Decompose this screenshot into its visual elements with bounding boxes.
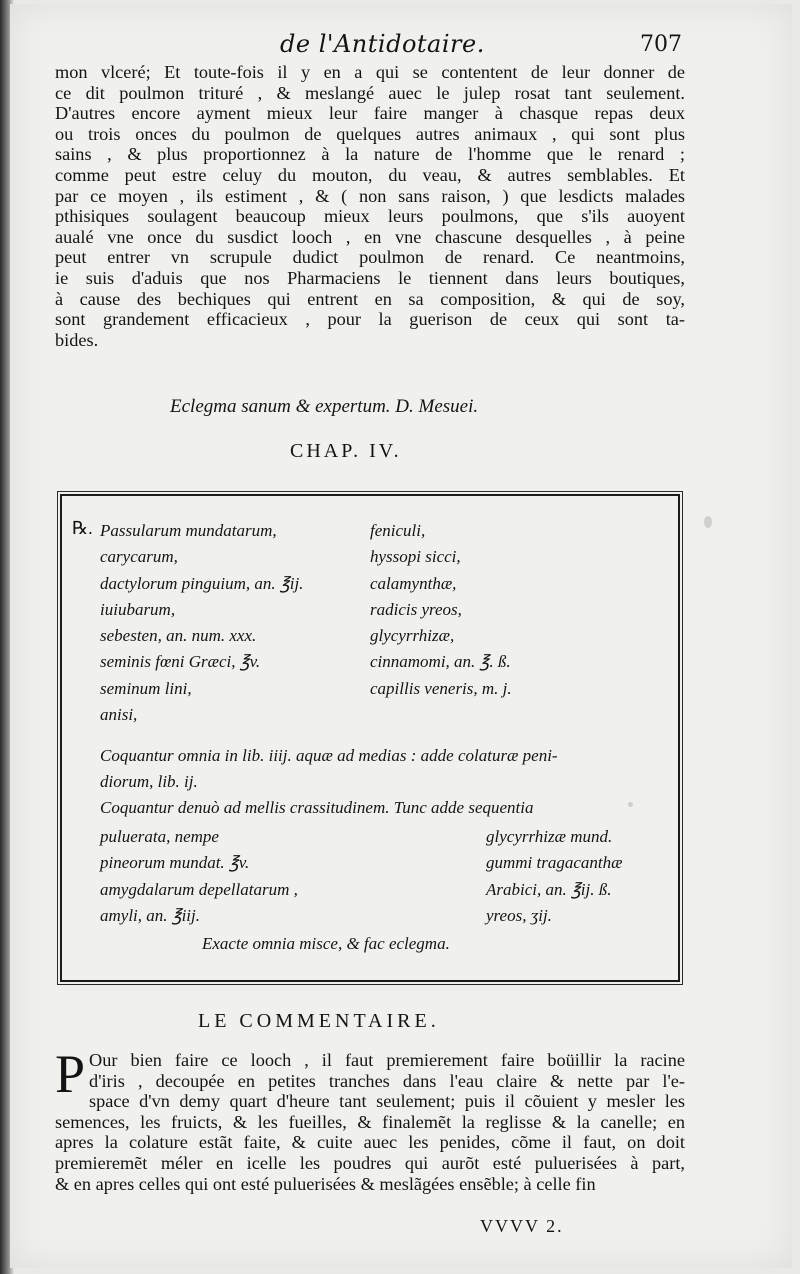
text-line: & en apres celles qui ont esté puluerisées & meslãgées ensẽble; à celle fin (55, 1173, 596, 1194)
ingredient: radicis yreos, (370, 599, 462, 619)
ingredients-right-column (370, 518, 600, 728)
text-line: sont grandement efficacieux , pour la guerison de ceux qui sont ta- (55, 309, 685, 330)
paragraph-2 (55, 1044, 685, 1194)
text-line: apres la colature estãt faite, & cuite auec les penides, cõme il faut, on doit (55, 1132, 685, 1153)
text-line: Our bien faire ce looch , il faut premierement faire boüillir la racine (89, 1050, 685, 1070)
ingredient: capillis veneris, m. j. (370, 678, 512, 698)
running-title: de l'Antidotaire. (280, 30, 485, 58)
ingredient: feniculi, (370, 521, 426, 540)
text-line: pthisiques soulagent beaucoup mieux leurs poulmons, que s'ils auoyent (55, 206, 685, 227)
page-header (60, 30, 680, 60)
paragraph-1 (55, 62, 685, 350)
ingredient: cinnamomi, an. ℥. ß. (370, 652, 511, 672)
drop-cap: P (55, 1044, 86, 1104)
recipe-heading: Eclegma sanum & expertum. D. Mesuei. (170, 396, 479, 417)
text-line: semences, les fruicts, & les fueilles, & finalemẽt la reglisse & la canelle; en (55, 1111, 685, 1132)
recipe-box (60, 494, 680, 982)
text-line: à cause des bechiques qui entrent en sa composition, & qui de soy, (55, 288, 685, 309)
ingredient: iuiubarum, (100, 599, 176, 619)
signature-mark: VVVV 2. (480, 1216, 564, 1236)
ingredient: Passularum mundatarum, (100, 521, 277, 540)
text-line: premieremẽt méler en icelle les poudres qui aurõt esté puluerisées à part, (55, 1152, 685, 1173)
text-line: space d'vn demy quart d'heure tant seulement; puis il cõuient y mesler les (89, 1091, 685, 1112)
instruction-line: diorum, lib. ij. (100, 772, 198, 791)
ingredients-left-column-2 (100, 824, 298, 929)
ingredient: amygdalarum depellatarum , (100, 879, 298, 899)
text-line: aualé vne once du susdict looch , en vne chascune desquelles , à peine (55, 226, 685, 247)
text-line: ce dit poulmon trituré , & meslangé auec le julep rosat tant seulement. (55, 82, 685, 103)
ingredient: amyli, an. ℥iij. (100, 905, 201, 925)
ingredient: gummi tragacanthæ (486, 853, 623, 873)
ingredient: glycyrrhizæ, (370, 626, 455, 646)
text-line: ie suis d'aduis que nos Pharmaciens le tiennent dans leurs boutiques, (55, 267, 685, 288)
ingredient: anisi, (100, 705, 138, 725)
ingredient: yreos, ʒij. (486, 905, 552, 925)
ingredients-left-column (100, 518, 360, 728)
text-line: bides. (55, 329, 99, 350)
recipe-symbol: ℞. (72, 518, 93, 538)
instruction-line: Coquantur omnia in lib. iiij. aquæ ad medias : adde colaturæ peni- (100, 746, 558, 765)
ingredient: Arabici, an. ℥ij. ß. (486, 879, 612, 899)
ingredient: carycarum, (100, 547, 178, 567)
text-line: mon vlceré; Et toute-fois il y en a qui se contentent de leur donner de (55, 62, 685, 82)
ingredient: dactylorum pinguium, an. ℥ij. (100, 573, 304, 593)
text-line: par ce moyen , ils estiment , & ( non sans raison, ) que lesdicts malades (55, 185, 685, 206)
ink-spot (704, 516, 712, 528)
ingredient: puluerata, nempe (100, 827, 219, 846)
ingredient (370, 702, 600, 728)
text-line: d'iris , decoupée en petites tranches dans l'eau claire & nette par l'e- (89, 1070, 685, 1091)
instruction-line: Coquantur denuò ad mellis crassitudinem. Tunc adde sequentia (100, 798, 534, 817)
text-line: D'autres encore ayment mieux leur faire manger à chasque repas deux (55, 103, 685, 124)
ingredients-right-column-2 (486, 824, 622, 929)
section-title: LE COMMENTAIRE. (198, 1010, 440, 1032)
text-line: sains , & plus proportionnez à la nature de l'homme que le renard ; (55, 144, 685, 165)
chapter-heading: CHAP. IV. (290, 440, 402, 462)
ingredient: seminis fœni Græci, ℥v. (100, 652, 261, 672)
text-line: ou trois onces du poulmon de quelques autres animaux , qui sont plus (55, 123, 685, 144)
ink-spot (628, 802, 633, 807)
ingredient: seminum lini, (100, 678, 192, 698)
ingredient: pineorum mundat. ℥v. (100, 853, 250, 873)
ingredient: glycyrrhizæ mund. (486, 827, 613, 846)
ingredient: sebesten, an. num. xxx. (100, 626, 257, 646)
text-line: peut entrer vn scrupule dudict poulmon de renard. Ce neantmoins, (55, 247, 685, 268)
text-line: comme peut estre celuy du mouton, du veau, & autres semblables. Et (55, 164, 685, 185)
page-number: 707 (640, 32, 682, 57)
ingredient: calamynthæ, (370, 573, 457, 593)
ingredient: hyssopi sicci, (370, 547, 461, 567)
recipe-closing: Exacte omnia misce, & fac eclegma. (202, 934, 450, 953)
